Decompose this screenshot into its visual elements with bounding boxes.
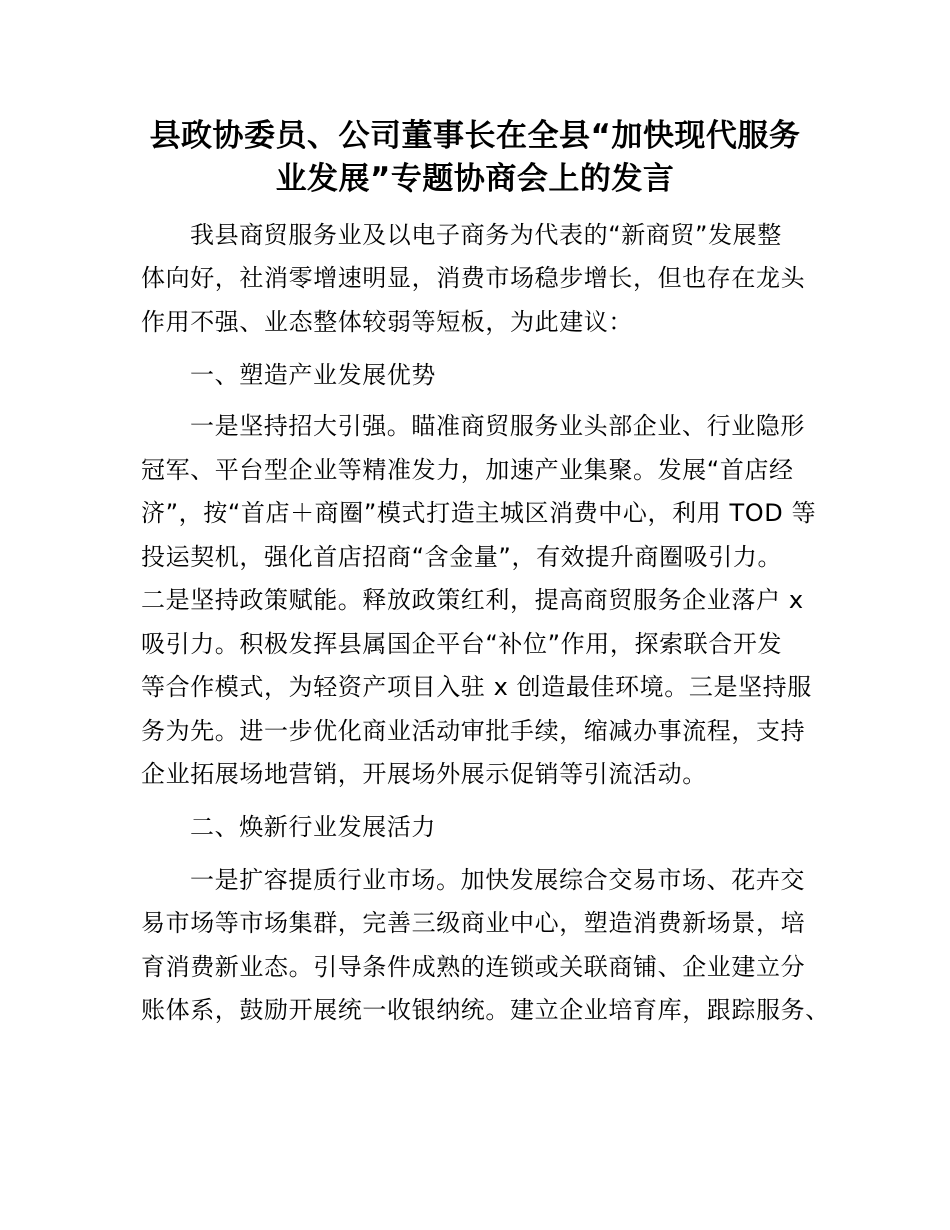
paragraph-section2-line-4: 账体系，鼓励开展统一收银纳统。建立企业培育库，跟踪服务、	[141, 996, 830, 1024]
paragraph-section2-line-2: 易市场等市场集群，完善三级商业中心，塑造消费新场景，培	[141, 909, 806, 937]
paragraph-section1-line-4: 投运契机，强化首店招商“含金量”，有效提升商圈吸引力。	[141, 543, 783, 571]
document-title-line-1: 县政协委员、公司董事长在全县“加快现代服务	[149, 118, 801, 154]
paragraph-section1-line-3: 济”，按“首店＋商圈”模式打造主城区消费中心，利用 TOD 等	[141, 499, 817, 527]
paragraph-intro-line-3: 作用不强、业态整体较弱等短板，为此建议：	[141, 308, 633, 336]
paragraph-intro-line-1: 我县商贸服务业及以电子商务为代表的“新商贸”发展整	[190, 221, 782, 249]
paragraph-section2-line-1: 一是扩容提质行业市场。加快发展综合交易市场、花卉交	[190, 866, 805, 894]
section-heading-2: 二、焕新行业发展活力	[190, 813, 436, 841]
paragraph-section1-line-5: 二是坚持政策赋能。释放政策红利，提高商贸服务企业落户 x	[141, 586, 804, 614]
paragraph-section1-line-1: 一是坚持招大引强。瞄准商贸服务业头部企业、行业隐形	[190, 412, 805, 440]
paragraph-intro-line-2: 体向好，社消零增速明显，消费市场稳步增长，但也存在龙头	[141, 264, 806, 292]
paragraph-section1-line-2: 冠军、平台型企业等精准发力，加速产业集聚。发展“首店经	[141, 456, 794, 484]
section-heading-1: 一、塑造产业发展优势	[190, 361, 436, 389]
paragraph-section1-line-9: 企业拓展场地营销，开展场外展示促销等引流活动。	[141, 760, 707, 788]
paragraph-section1-line-7: 等合作模式，为轻资产项目入驻 x 创造最佳环境。三是坚持服	[141, 673, 812, 701]
document-title-line-2: 业发展”专题协商会上的发言	[275, 161, 675, 197]
paragraph-section2-line-3: 育消费新业态。引导条件成熟的连锁或关联商铺、企业建立分	[141, 953, 806, 981]
paragraph-section1-line-6: 吸引力。积极发挥县属国企平台“补位”作用，探索联合开发	[141, 630, 783, 658]
paragraph-section1-line-8: 务为先。进一步优化商业活动审批手续，缩减办事流程，支持	[141, 717, 806, 745]
